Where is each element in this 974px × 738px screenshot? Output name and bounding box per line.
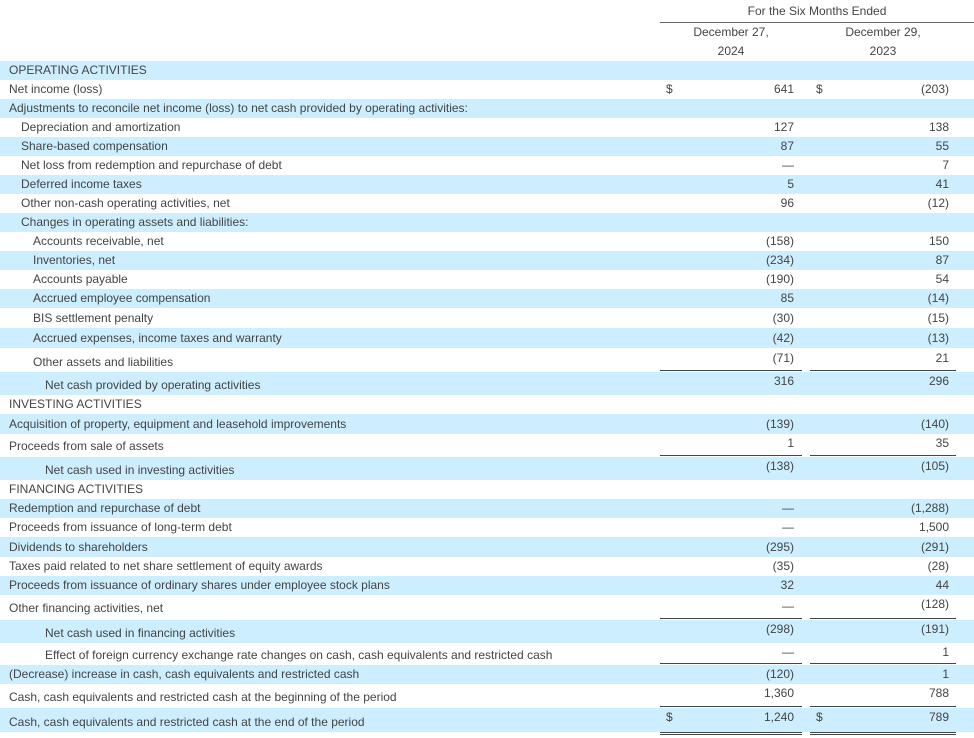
currency-symbol-2024: $ — [666, 82, 673, 96]
row-label: Taxes paid related to net share settlement of equity awards — [9, 559, 323, 573]
section-operating-activities — [0, 61, 974, 80]
value-2023: 21 — [935, 351, 949, 365]
value-2024: 5 — [787, 177, 794, 191]
row-label: Accrued expenses, income taxes and warranty — [33, 331, 282, 345]
row-other-non-cash — [0, 194, 974, 213]
row-label: Changes in operating assets and liabilities: — [21, 215, 249, 229]
subtotal-rule-2024 — [660, 455, 802, 456]
value-2023: 44 — [935, 578, 949, 592]
row-proceeds-long-term-debt — [0, 518, 974, 537]
value-2024: (158) — [765, 234, 794, 248]
row-inventories — [0, 251, 974, 270]
value-2024: (35) — [772, 559, 794, 573]
row-cash-end — [0, 708, 974, 732]
value-2023: 788 — [928, 686, 949, 700]
row-label: Cash, cash equivalents and restricted cash at the beginning of the period — [9, 690, 397, 704]
row-proceeds-ordinary-shares — [0, 576, 974, 595]
value-2024: (139) — [765, 417, 794, 431]
row-other-assets-liabilities — [0, 348, 974, 372]
row-net-loss-debt — [0, 156, 974, 175]
row-accounts-payable — [0, 270, 974, 289]
value-2023: 35 — [935, 436, 949, 450]
row-label: Net cash used in investing activities — [45, 463, 235, 477]
value-2024: — — [782, 158, 794, 172]
column-header-2024 — [660, 23, 802, 62]
subtotal-rule-2024 — [660, 618, 802, 619]
row-adjustments-heading — [0, 99, 974, 118]
row-label: Other assets and liabilities — [33, 355, 174, 369]
column-header-2023-date: December 29, — [845, 25, 921, 39]
currency-symbol-2023: $ — [816, 82, 823, 96]
subtotal-rule-2023 — [810, 455, 956, 456]
value-2024: 1,360 — [763, 686, 794, 700]
row-label: Proceeds from sale of assets — [9, 439, 164, 453]
currency-symbol-2023: $ — [816, 710, 823, 724]
row-redemption-debt — [0, 499, 974, 518]
value-2023: 41 — [935, 177, 949, 191]
row-taxes-net-share — [0, 557, 974, 576]
value-2023: 138 — [928, 120, 949, 134]
value-2023: (128) — [920, 597, 949, 611]
value-2023: 7 — [942, 158, 949, 172]
value-2024: (30) — [772, 311, 794, 325]
row-label: Net loss from redemption and repurchase of debt — [21, 158, 282, 172]
row-label: BIS settlement penalty — [33, 311, 154, 325]
row-other-financing — [0, 595, 974, 619]
row-proceeds-sale-assets — [0, 434, 974, 456]
row-label: INVESTING ACTIVITIES — [9, 397, 142, 411]
column-header-2024-date: December 27, — [693, 25, 769, 39]
value-2023: (140) — [920, 417, 949, 431]
row-dividends — [0, 537, 974, 557]
value-2023: 87 — [935, 253, 949, 267]
subtotal-rule-2023 — [810, 370, 956, 371]
row-label: Proceeds from issuance of long-term debt — [9, 520, 232, 534]
value-2024: (138) — [765, 459, 794, 473]
value-2024: 1,240 — [763, 710, 794, 724]
value-2023: (15) — [927, 311, 949, 325]
value-2024: 85 — [780, 291, 794, 305]
value-2023: 1,500 — [918, 520, 949, 534]
row-label: Accrued employee compensation — [33, 291, 211, 305]
row-label: Inventories, net — [33, 253, 116, 267]
value-2024: 127 — [773, 120, 794, 134]
row-label: Accounts receivable, net — [33, 234, 164, 248]
subtotal-rule-2024 — [660, 370, 802, 371]
value-2024: 641 — [773, 82, 794, 96]
row-fx-effect — [0, 643, 974, 664]
value-2023: 1 — [942, 645, 949, 659]
value-2023: (291) — [920, 540, 949, 554]
row-change-in-cash — [0, 665, 974, 684]
value-2023: (13) — [927, 331, 949, 345]
currency-symbol-2024: $ — [666, 710, 673, 724]
value-2024: — — [782, 520, 794, 534]
row-label: Dividends to shareholders — [9, 540, 148, 554]
value-2023: 1 — [942, 667, 949, 681]
subtotal-rule-2023 — [810, 618, 956, 619]
value-2024: (295) — [765, 540, 794, 554]
row-label: Acquisition of property, equipment and leasehold improvements — [9, 417, 347, 431]
value-2023: (12) — [927, 196, 949, 210]
column-header-2024-year: 2024 — [717, 44, 745, 58]
value-2024: — — [782, 599, 794, 613]
subtotal-rule-2024 — [660, 663, 802, 664]
row-label: Net income (loss) — [9, 82, 103, 96]
value-2023: (191) — [920, 622, 949, 636]
row-changes-heading — [0, 213, 974, 232]
value-2024: (120) — [765, 667, 794, 681]
value-2024: (234) — [765, 253, 794, 267]
row-label: Proceeds from issuance of ordinary shares under employee stock plans — [9, 578, 390, 592]
total-double-rule-2023 — [810, 732, 956, 735]
value-2024: (42) — [772, 331, 794, 345]
row-label: OPERATING ACTIVITIES — [9, 63, 147, 77]
value-2023: 296 — [928, 374, 949, 388]
section-financing-activities — [0, 480, 974, 499]
row-accrued-expenses — [0, 328, 974, 348]
value-2024: (298) — [765, 622, 794, 636]
row-label: Other financing activities, net — [9, 601, 164, 615]
total-double-rule-2024 — [660, 732, 802, 735]
value-2024: 87 — [780, 139, 794, 153]
value-2024: (71) — [772, 351, 794, 365]
row-label: Net cash provided by operating activities — [45, 378, 261, 392]
row-label: Adjustments to reconcile net income (loss) to net cash provided by operating activities: — [9, 101, 468, 115]
section-investing-activities — [0, 395, 974, 414]
row-acquisition-property — [0, 414, 974, 434]
row-label: Depreciation and amortization — [21, 120, 181, 134]
row-label: Cash, cash equivalents and restricted cash at the end of the period — [9, 715, 365, 729]
value-2023: (105) — [920, 459, 949, 473]
row-label: Redemption and repurchase of debt — [9, 501, 201, 515]
value-2023: 789 — [928, 710, 949, 724]
row-deferred-income-taxes — [0, 175, 974, 194]
value-2023: 150 — [928, 234, 949, 248]
value-2024: (190) — [765, 272, 794, 286]
value-2023: (1,288) — [910, 501, 949, 515]
period-header: For the Six Months Ended — [660, 0, 974, 23]
row-bis-settlement — [0, 308, 974, 328]
row-net-cash-investing — [0, 457, 974, 480]
row-label: Effect of foreign currency exchange rate changes on cash, cash equivalents and restricted cash — [45, 648, 553, 662]
row-label: Other non-cash operating activities, net — [21, 196, 230, 210]
subtotal-rule-2023 — [810, 706, 956, 707]
row-label: Share-based compensation — [21, 139, 168, 153]
value-2024: 32 — [780, 578, 794, 592]
value-2024: 1 — [787, 436, 794, 450]
row-net-income — [0, 80, 974, 99]
row-net-cash-operating — [0, 372, 974, 395]
row-label: Accounts payable — [33, 272, 128, 286]
value-2024: 316 — [773, 374, 794, 388]
value-2023: (28) — [927, 559, 949, 573]
subtotal-rule-2023 — [810, 663, 956, 664]
row-label: FINANCING ACTIVITIES — [9, 482, 144, 496]
subtotal-rule-2024 — [660, 706, 802, 707]
row-net-cash-financing — [0, 620, 974, 643]
value-2023: 54 — [935, 272, 949, 286]
value-2023: (203) — [920, 82, 949, 96]
row-label: Deferred income taxes — [21, 177, 142, 191]
row-label: (Decrease) increase in cash, cash equivalents and restricted cash — [9, 667, 360, 681]
row-accrued-employee-compensation — [0, 289, 974, 308]
value-2024: — — [782, 501, 794, 515]
value-2023: 55 — [935, 139, 949, 153]
value-2023: (14) — [927, 291, 949, 305]
row-cash-beginning — [0, 684, 974, 708]
row-label: Net cash used in financing activities — [45, 626, 236, 640]
column-header-2023-year: 2023 — [869, 44, 897, 58]
value-2024: 96 — [780, 196, 794, 210]
column-header-2023 — [810, 23, 956, 62]
row-depreciation — [0, 118, 974, 137]
row-accounts-receivable — [0, 232, 974, 251]
value-2024: — — [782, 645, 794, 659]
row-share-based-compensation — [0, 137, 974, 156]
